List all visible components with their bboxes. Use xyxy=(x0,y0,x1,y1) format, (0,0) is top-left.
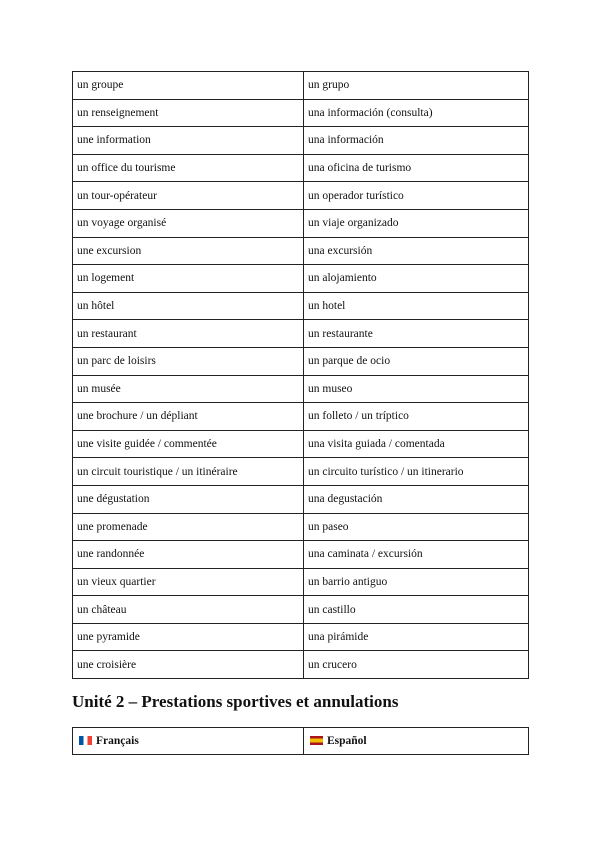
french-term: une pyramide xyxy=(73,623,304,651)
spanish-term: una degustación xyxy=(304,485,529,513)
spanish-term: un parque de ocio xyxy=(304,347,529,375)
spanish-term: una visita guiada / comentada xyxy=(304,430,529,458)
french-term: un château xyxy=(73,596,304,624)
spanish-term: un grupo xyxy=(304,72,529,100)
french-term: une visite guidée / commentée xyxy=(73,430,304,458)
spanish-term: un operador turístico xyxy=(304,182,529,210)
spanish-term: una excursión xyxy=(304,237,529,265)
spanish-term: una pirámide xyxy=(304,623,529,651)
table-row xyxy=(73,209,529,237)
spanish-term: un restaurante xyxy=(304,320,529,348)
table-row xyxy=(73,375,529,403)
spanish-term: un folleto / un tríptico xyxy=(304,403,529,431)
spanish-term: un circuito turístico / un itinerario xyxy=(304,458,529,486)
french-term: un circuit touristique / un itinéraire xyxy=(73,458,304,486)
spain-flag-icon xyxy=(310,736,323,745)
spanish-term: un viaje organizado xyxy=(304,209,529,237)
table-row xyxy=(73,651,529,679)
section-heading: Unité 2 – Prestations sportives et annulations xyxy=(72,692,399,711)
french-term: un parc de loisirs xyxy=(73,347,304,375)
table-row xyxy=(73,99,529,127)
french-term: un restaurant xyxy=(73,320,304,348)
table-row xyxy=(73,237,529,265)
table-row xyxy=(73,72,529,100)
table-row xyxy=(73,568,529,596)
language-header-table xyxy=(72,727,529,755)
french-term: une randonnée xyxy=(73,541,304,569)
table-row xyxy=(73,541,529,569)
table-row xyxy=(73,485,529,513)
spanish-term: un castillo xyxy=(304,596,529,624)
french-term: un tour-opérateur xyxy=(73,182,304,210)
spanish-term: una información xyxy=(304,127,529,155)
table-row xyxy=(73,513,529,541)
french-term: un hôtel xyxy=(73,292,304,320)
french-term: un renseignement xyxy=(73,99,304,127)
table-row xyxy=(73,182,529,210)
french-term: une dégustation xyxy=(73,485,304,513)
spanish-term: un crucero xyxy=(304,651,529,679)
french-term: un vieux quartier xyxy=(73,568,304,596)
spanish-term: un paseo xyxy=(304,513,529,541)
table-row xyxy=(73,623,529,651)
french-header-label: Français xyxy=(96,735,139,747)
table-row xyxy=(73,127,529,155)
france-flag-icon xyxy=(79,736,92,745)
french-header-cell xyxy=(73,728,304,755)
spanish-term: un hotel xyxy=(304,292,529,320)
french-term: une brochure / un dépliant xyxy=(73,403,304,431)
table-row xyxy=(73,458,529,486)
french-term: une croisière xyxy=(73,651,304,679)
french-term: une promenade xyxy=(73,513,304,541)
spanish-term: una caminata / excursión xyxy=(304,541,529,569)
table-row xyxy=(73,320,529,348)
spanish-header-cell xyxy=(304,728,529,755)
language-header-row xyxy=(73,728,529,755)
spanish-term: un barrio antiguo xyxy=(304,568,529,596)
french-term: une information xyxy=(73,127,304,155)
table-row xyxy=(73,292,529,320)
table-row xyxy=(73,596,529,624)
spanish-term: un alojamiento xyxy=(304,265,529,293)
french-term: un office du tourisme xyxy=(73,154,304,182)
spanish-term: un museo xyxy=(304,375,529,403)
french-term: une excursion xyxy=(73,237,304,265)
french-term: un groupe xyxy=(73,72,304,100)
vocabulary-table-body xyxy=(73,72,529,679)
spanish-header-label: Español xyxy=(327,735,367,747)
french-term: un musée xyxy=(73,375,304,403)
spanish-term: una información (consulta) xyxy=(304,99,529,127)
table-row xyxy=(73,347,529,375)
table-row xyxy=(73,265,529,293)
french-term: un logement xyxy=(73,265,304,293)
spanish-term: una oficina de turismo xyxy=(304,154,529,182)
table-row xyxy=(73,430,529,458)
table-row xyxy=(73,403,529,431)
vocabulary-table xyxy=(72,71,529,679)
table-row xyxy=(73,154,529,182)
french-term: un voyage organisé xyxy=(73,209,304,237)
